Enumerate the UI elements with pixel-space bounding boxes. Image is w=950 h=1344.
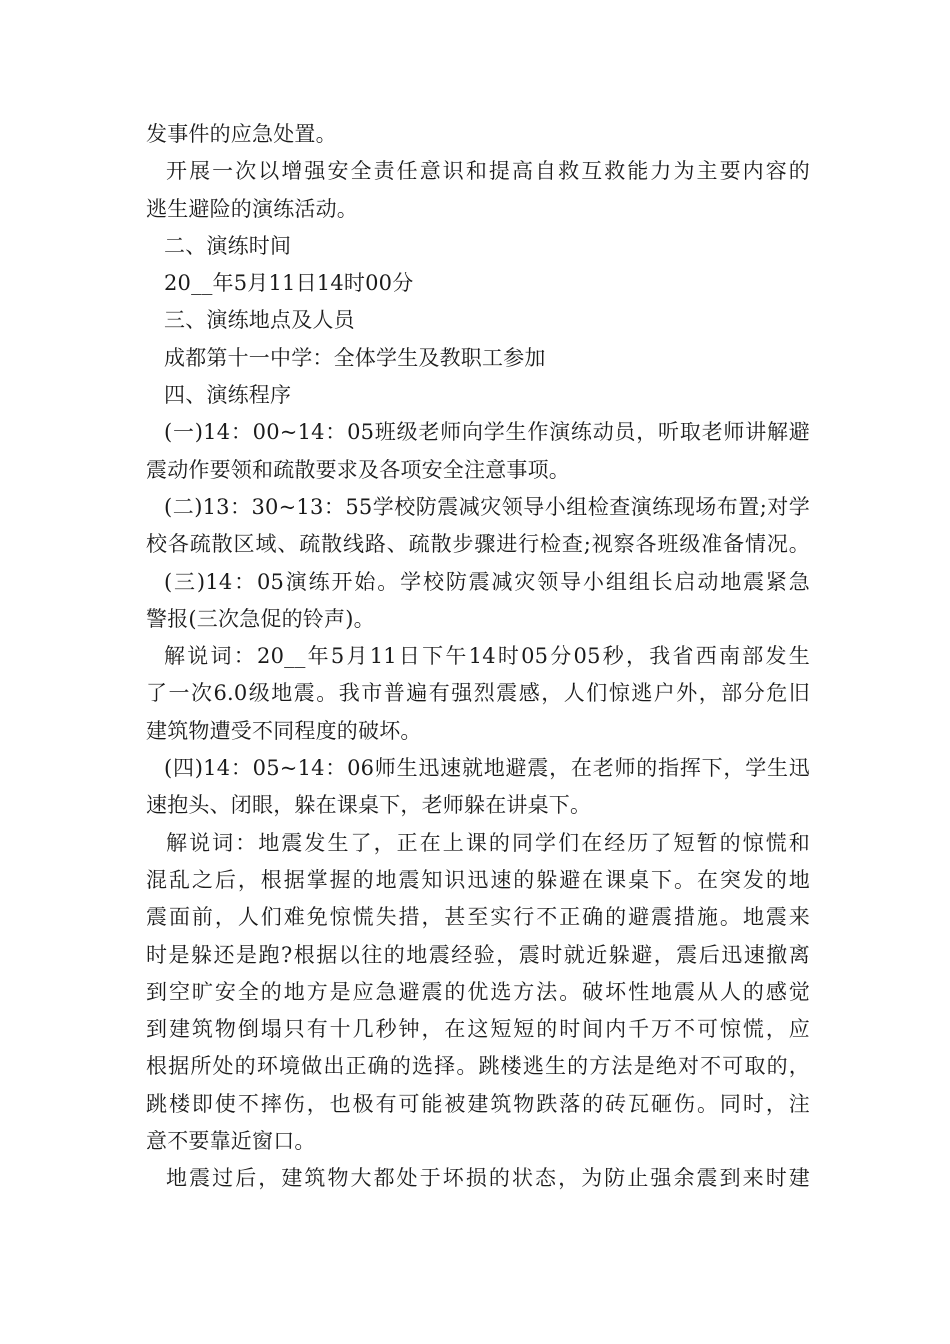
section-heading: 三、演练地点及人员 (164, 308, 355, 333)
text-line: 速抱头、闭眼，躲在课桌下，老师躲在讲桌下。 (146, 793, 592, 818)
document-body (146, 116, 810, 1198)
text-line: 开展一次以增强安全责任意识和提高自救互救能力为主要内容的 (166, 159, 810, 184)
text-line: 解说词：20__年5月11日下午14时05分05秒，我省西南部发生 (164, 644, 810, 669)
text-line: 逃生避险的演练活动。 (146, 196, 358, 221)
text-line: 地震过后，建筑物大都处于坏损的状态，为防止强余震到来时建 (166, 1166, 810, 1191)
text-line: 到建筑物倒塌只有十几秒钟，在这短短的时间内千万不可惊慌，应 (146, 1017, 810, 1042)
text-line: 成都第十一中学：全体学生及教职工参加 (164, 345, 546, 370)
text-line: 发事件的应急处置。 (146, 122, 337, 146)
text-line: 解说词：地震发生了，正在上课的同学们在经历了短暂的惊慌和 (166, 830, 810, 855)
text-line: 意不要靠近窗口。 (146, 1129, 316, 1154)
text-line: (一)14：00~14：05班级老师向学生作演练动员，听取老师讲解避 (164, 420, 810, 445)
text-line: 校各疏散区域、疏散线路、疏散步骤进行检查;视察各班级准备情况。 (146, 532, 810, 557)
text-line: 跳楼即使不摔伤，也极有可能被建筑物跌落的砖瓦砸伤。同时，注 (146, 1091, 810, 1116)
text-line: 时是躲还是跑?根据以往的地震经验，震时就近躲避，震后迅速撤离 (146, 942, 810, 967)
text-line: 混乱之后，根据掌握的地震知识迅速的躲避在课桌下。在突发的地 (146, 867, 810, 892)
text-line: (三)14：05演练开始。学校防震减灾领导小组组长启动地震紧急 (164, 569, 810, 594)
text-line: 震动作要领和疏散要求及各项安全注意事项。 (146, 457, 570, 482)
text-line: (四)14：05~14：06师生迅速就地避震，在老师的指挥下，学生迅 (164, 756, 810, 781)
text-line: 警报(三次急促的铃声)。 (146, 606, 375, 631)
text-line: 了一次6.0级地震。我市普遍有强烈震感，人们惊逃户外，部分危旧 (146, 681, 810, 706)
section-heading: 四、演练程序 (164, 383, 292, 408)
text-line: 根据所处的环境做出正确的选择。跳楼逃生的方法是绝对不可取的， (146, 1054, 810, 1079)
text-line: 建筑物遭受不同程度的破坏。 (146, 718, 422, 743)
text-line: (二)13：30~13：55学校防震减灾领导小组检查演练现场布置;对学 (164, 494, 810, 519)
text-line: 20__年5月11日14时00分 (164, 271, 414, 296)
text-line: 到空旷安全的地方是应急避震的优选方法。破坏性地震从人的感觉 (146, 979, 810, 1004)
text-line: 震面前，人们难免惊慌失措，甚至实行不正确的避震措施。地震来 (146, 905, 810, 930)
section-heading: 二、演练时间 (164, 233, 292, 258)
